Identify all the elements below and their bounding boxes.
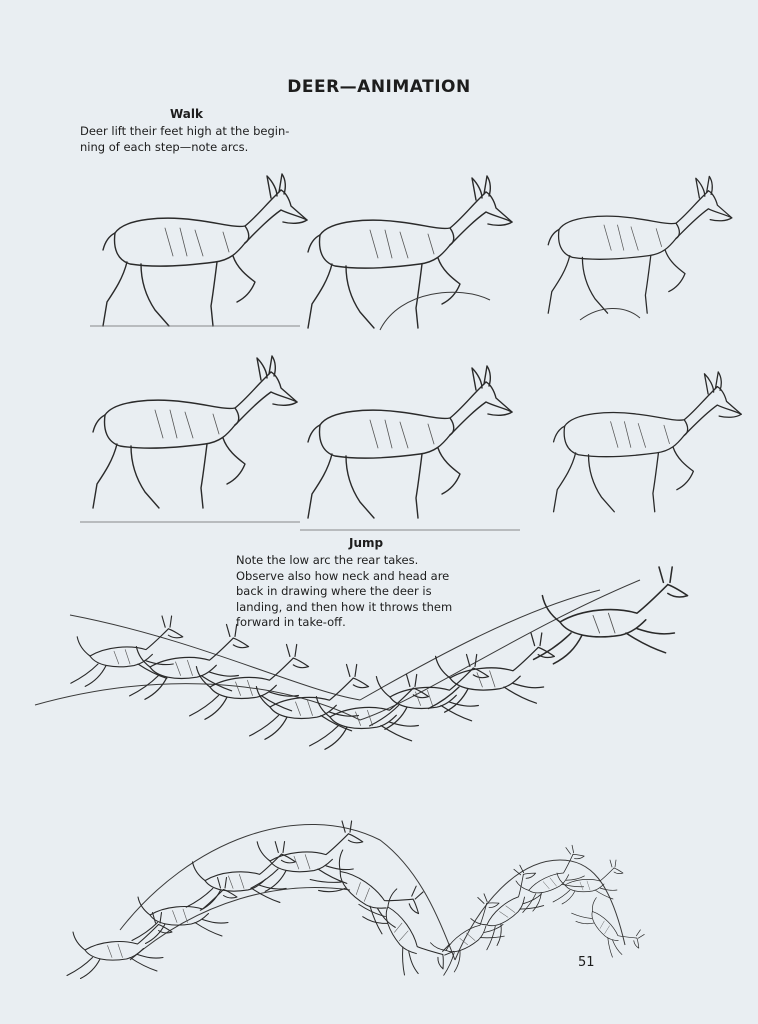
walk-heading: Walk	[170, 107, 203, 121]
jump-arc-one	[120, 824, 455, 960]
walk-note: Deer lift their feet high at the begin- ning of each step—note arcs.	[80, 124, 290, 154]
page-number: 51	[578, 955, 595, 970]
page-title: DEER—ANIMATION	[287, 77, 471, 97]
jump-arc-two	[455, 860, 625, 960]
jump-note: Note the low arc the rear takes. Observe also how neck and head are back in drawing where the deer is landing, and then how it throws them forward in take-off.	[236, 553, 453, 629]
arc-line	[380, 292, 490, 330]
arc-line	[580, 308, 640, 320]
jump-heading: Jump	[349, 536, 384, 550]
